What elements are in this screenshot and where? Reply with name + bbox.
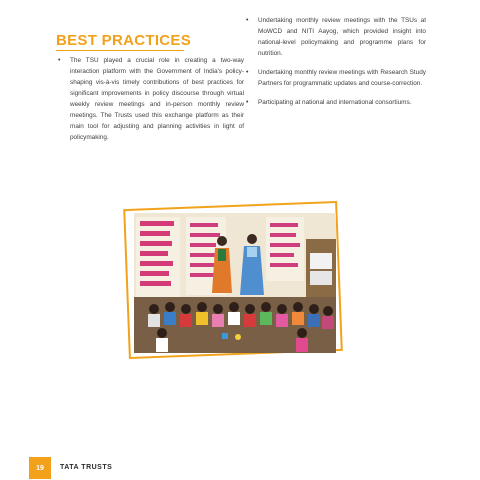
bullet-dot-icon: • [58, 57, 61, 64]
page-number-badge: 19 [29, 457, 51, 479]
bullet-item [246, 97, 426, 108]
bullet-text: Undertaking monthly review meetings with the TSUs at MoWCD and NITI Aayog, which provided insight into national-level policymaking and programme plans for nutrition. [258, 17, 426, 57]
footer-brand-name: TATA TRUSTS [60, 464, 113, 471]
bullet-dot-icon: • [246, 17, 249, 24]
classroom-photo-frame [126, 205, 344, 360]
right-bullet-list [246, 15, 426, 116]
bullet-item [246, 67, 426, 89]
bullet-text: Undertaking monthly review meetings with Research Study Partners for programmatic updates and course-correction. [258, 69, 426, 87]
left-bullet-list [58, 55, 244, 151]
bullet-dot-icon: • [246, 99, 249, 106]
title-underline [56, 50, 184, 51]
bullet-item [246, 15, 426, 59]
bullet-text: Participating at national and international consortiums. [258, 99, 412, 106]
section-title: BEST PRACTICES [56, 32, 192, 49]
bullet-text: The TSU played a crucial role in creating a two-way interaction platform with the Government of India's policy-shaping vis-à-vis timely contributions of best practices for significant improvements in policy discourse through virtual weekly review meetings and in-person monthly review meetings. The Trusts used this exchange platform as their main tool for adjusting and planning activities in light of policymaking. [70, 57, 244, 141]
bullet-item [58, 55, 244, 143]
classroom-photo [134, 213, 336, 353]
classroom-photo-illustration [134, 213, 336, 353]
bullet-dot-icon: • [246, 69, 249, 76]
